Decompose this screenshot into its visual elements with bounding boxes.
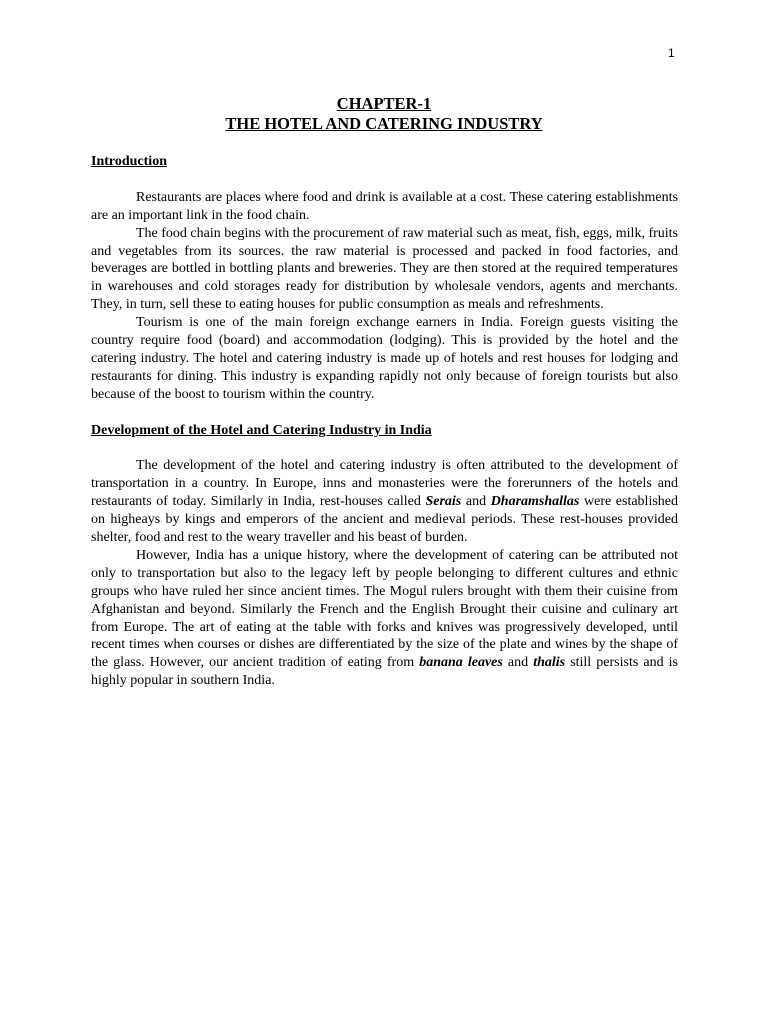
development-p1-text-a: The development of the hotel and catering industry is often attributed to the development of transportation in a country. In Europe, inns and monasteries were the forerunners of the hotels and restaurants of today. Similarly in India, rest-houses called — [91, 458, 678, 510]
term-thalis: thalis — [533, 655, 566, 671]
term-banana-leaves: banana leaves — [419, 655, 503, 671]
introduction-paragraph-3: Tourism is one of the main foreign exchange earners in India. Foreign guests visiting the country require food (board) and accommodation (lodging). This is provided by the hotel and the catering industry. The hotel and catering industry is made up of hotels and rest houses for lodging and restaurants for dining. This industry is expanding rapidly not only because of foreign tourists but also because of the boost to tourism within the country. — [91, 315, 678, 402]
development-p2-text-c: still persists and is highly popular in southern India. — [91, 655, 678, 689]
introduction-paragraph-2: The food chain begins with the procurement of raw material such as meat, fish, eggs, milk, fruits and vegetables from its sources. the raw material is processed and packed in food factories, and beverages are bottled in bottling plants and breweries. They are then stored at the required temperatures in warehouses and cold storages ready for distribution by wholesale vendors, agents and merchants. They, in turn, sell these to eating houses for public consumption as meals and refreshments. — [91, 225, 678, 313]
development-p1-text-b: and — [461, 494, 491, 510]
introduction-paragraph-1: Restaurants are places where food and drink is available at a cost. These catering establishments are an important link in the food chain. — [91, 189, 678, 223]
chapter-title: THE HOTEL AND CATERING INDUSTRY — [225, 114, 543, 133]
term-dharamshallas: Dharamshallas — [490, 494, 580, 510]
introduction-section — [91, 153, 678, 690]
introduction-heading: Introduction — [91, 154, 167, 169]
page-number: 1 — [668, 46, 675, 60]
development-heading: Development of the Hotel and Catering Industry in India — [91, 422, 432, 438]
development-p1-text-c: were established on higheays by kings and emperors of the ancient and medieval periods. These rest-houses provided shelter, food and rest to the weary traveller and his beast of burden. — [91, 494, 678, 545]
development-paragraph-2 — [91, 547, 678, 690]
development-p2-text-b: and — [502, 655, 534, 671]
development-p2-text-a: However, India has a unique history, where the development of catering can be attributed not only to transportation but also to the legacy left by people belonging to different cultures and ethnic groups who have ruled her since ancient times. The Mogul rulers brought with them their cuisine from Afghanistan and beyond. Similarly the French and the English Brought their cuisine and culinary art from Europe. The art of eating at the table with forks and knives was progressively developed, until recent times when courses or dishes are differentiated by the size of the plate and wines by the shape of the glass. However, our ancient tradition of eating from — [91, 547, 678, 671]
chapter-heading — [0, 94, 768, 134]
term-serais: Serais — [425, 494, 462, 510]
development-paragraph-1 — [91, 457, 678, 547]
chapter-label: CHAPTER-1 — [336, 94, 432, 113]
